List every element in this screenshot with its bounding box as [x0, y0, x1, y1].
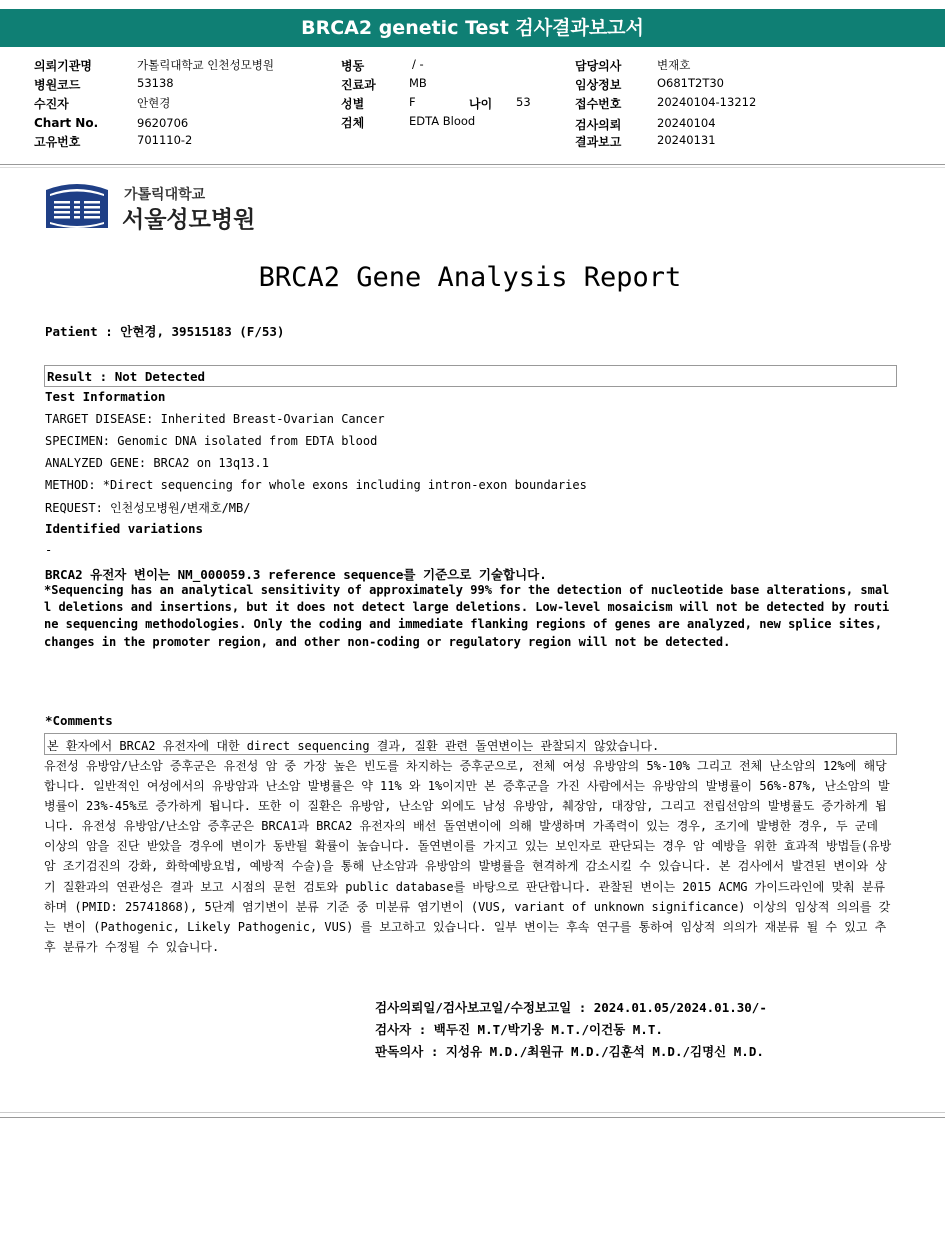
footer-divider-2 [0, 1117, 945, 1118]
sensitivity-note: *Sequencing has an analytical sensitivity of approximately 99% for the detection of nucleotide base alterations, small deletions and insertions, but it does not detect large deletions. Low-level mosaicism will not be detected by routine sequencing methodologies. Only the coding and immediate flanking regions of genes are analyzed, new splice sites, changes in the promoter region, and other non-coding or regulatory region will not be detected. [44, 583, 890, 649]
header-value: EDTA Blood [409, 114, 476, 128]
header-value: 20240104 [657, 116, 716, 130]
header-value: F [409, 95, 416, 109]
header-label: 병원코드 [34, 78, 81, 92]
result-box [44, 365, 897, 387]
comments-heading: *Comments [45, 713, 113, 728]
header-value: 가톨릭대학교 인천성모병원 [137, 58, 274, 72]
header-divider-shadow [0, 167, 945, 168]
header-value: 53138 [137, 76, 174, 90]
patient-line: Patient : 안현경, 39515183 (F/53) [45, 324, 285, 339]
method: METHOD: *Direct sequencing for whole exons including intron-exon boundaries [45, 478, 587, 492]
header-value: 안현경 [137, 96, 171, 110]
header-label: 진료과 [341, 78, 376, 92]
request: REQUEST: 인천성모병원/변재호/MB/ [45, 501, 251, 515]
header-label: 성별 [341, 97, 365, 111]
header-info [0, 48, 945, 166]
comment-body: 유전성 유방암/난소암 증후군은 유전성 암 중 가장 높은 빈도를 차지하는 증후군으로, 전체 여성 유방암의 5%-10% 그리고 전체 난소암의 12%에 해당합니다. 일반적인 여성에서의 유방암과 난소암 발병률은 약 11% 와 1%이지만 본 증후군을 가진 사람에서는 유방암의 발병률이 56%-87%, 난소암의 발병률이 23%-45%로 증가하게 됩니다. 또한 이 질환은 유방암, 난소암 외에도 남성 유방암, 췌장암, 대장암, 그리고 전립선암의 발병률도 증가하게 됩니다. 유전성 유방암/난소암 증후군은 BRCA1과 BRCA2 유전자의 배선 돌연변이에 의해 발생하며 가족력이 있는 경우, 조기에 발병한 경우, 두 군데 이상의 암을 진단 받았을 경우에 변이가 동반될 확률이 높습니다. 돌연변이를 가지고 있는 보인자로 판단되는 경우 암 예방을 위한 효과적 방법들(유방암 조기검진의 강화, 화학예방요법, 예방적 수술)을 통해 난소암과 유방암의 발병률을 현격하게 감소시킬 수 있습니다. 본 검사에서 발견된 변이와 상기 질환과의 연관성은 결과 보고 시점의 문헌 검토와 public database를 바탕으로 판단합니다. 관찰된 변이는 2015 ACMG 가이드라인에 맞춰 분류하며 (PMID: 25741868), 5단계 염기변이 분류 기준 중 미분류 염기변이 (VUS, variant of unknown significance) 이상의 임상적 의의를 갖는 변이 (Pathogenic, Likely Pathogenic, VUS) 를 보고하고 있습니다. 일부 변이는 후속 연구를 통하여 임상적 의의가 재분류 될 수 있고 추후 분류가 수정될 수 있습니다. [44, 759, 892, 954]
analyzed-gene: ANALYZED GENE: BRCA2 on 13q13.1 [45, 456, 269, 470]
identified-value: - [45, 543, 53, 557]
specimen: SPECIMEN: Genomic DNA isolated from EDTA blood [45, 434, 378, 448]
identified-heading: Identified variations [45, 521, 204, 536]
test-info-heading: Test Information [45, 389, 166, 404]
comment-summary: 본 환자에서 BRCA2 유전자에 대한 direct sequencing 결과, 질환 관련 돌연변이는 관찰되지 않았습니다. [47, 739, 660, 753]
header-label: 고유번호 [34, 135, 81, 149]
reference-note: BRCA2 유전자 변이는 NM_000059.3 reference sequence를 기준으로 기술합니다. [45, 567, 547, 582]
header-label: 임상정보 [575, 78, 622, 92]
header-label: 접수번호 [575, 97, 622, 111]
age-value: 53 [516, 95, 531, 109]
header-label: 의뢰기관명 [34, 59, 92, 73]
header-value: O681T2T30 [657, 76, 725, 90]
signature-reader: 판독의사 : 지성유 M.D./최원규 M.D./김훈석 M.D./김명신 M.D. [375, 1044, 764, 1059]
header-label: 담당의사 [575, 59, 622, 73]
logo-university-name: 가톨릭대학교 [124, 187, 206, 203]
header-value: / - [412, 57, 424, 71]
header-label: 검사의뢰 [575, 118, 622, 132]
signature-dates: 검사의뢰일/검사보고일/수정보고일 : 2024.01.05/2024.01.30/- [375, 1000, 767, 1015]
header-divider [0, 164, 945, 165]
signature-tester: 검사자 : 백두진 M.T/박기웅 M.T./이건동 M.T. [375, 1022, 663, 1037]
header-value: MB [409, 76, 427, 90]
header-value: 20240131 [657, 133, 716, 147]
hospital-emblem-icon [42, 182, 112, 232]
hospital-logo [42, 182, 112, 236]
footer-divider [0, 1112, 945, 1113]
header-label: Chart No. [34, 116, 99, 130]
target-disease: TARGET DISEASE: Inherited Breast-Ovarian Cancer [45, 412, 385, 426]
header-value: 변재호 [657, 58, 691, 72]
header-label: 수진자 [34, 97, 69, 111]
header-value: 20240104-13212 [657, 95, 757, 109]
header-value: 9620706 [137, 116, 189, 130]
comment-box [44, 733, 897, 755]
header-label: 병동 [341, 59, 365, 73]
header-label: 검체 [341, 116, 365, 130]
logo-hospital-name: 서울성모병원 [122, 207, 256, 233]
age-label: 나이 [469, 97, 493, 111]
header-value: 701110-2 [137, 133, 193, 147]
report-heading: BRCA2 Gene Analysis Report [258, 262, 682, 293]
result-text: Result : Not Detected [47, 369, 206, 384]
report-title-bar: BRCA2 genetic Test 검사결과보고서 [0, 9, 945, 47]
header-label: 결과보고 [575, 135, 622, 149]
